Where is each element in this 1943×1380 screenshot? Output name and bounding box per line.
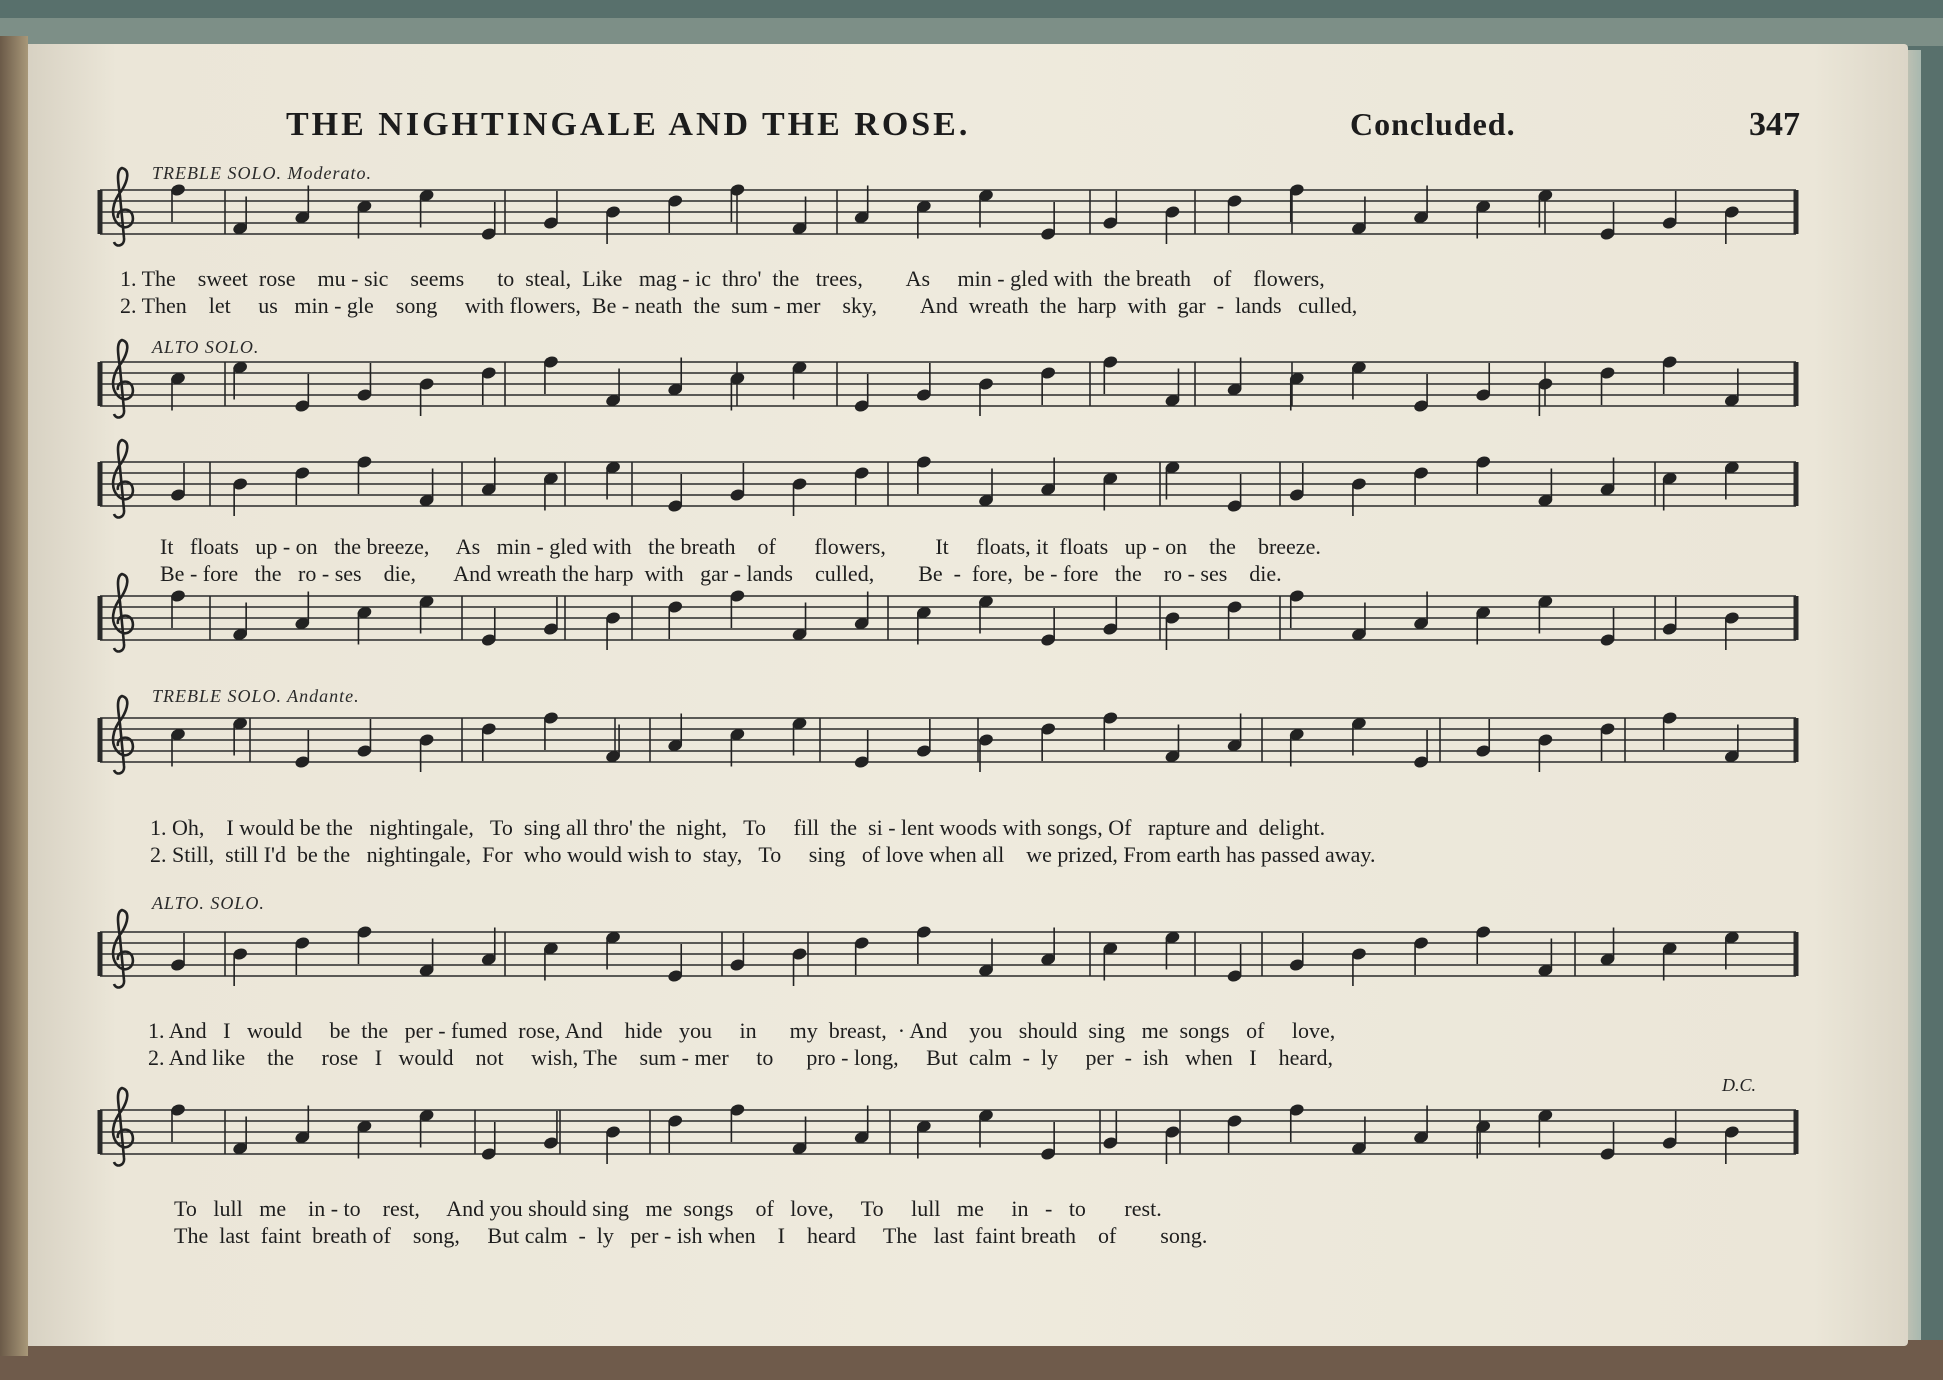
concluded-label: Concluded. (1350, 106, 1516, 142)
dc-marking: D.C. (1722, 1075, 1757, 1095)
lyric-s2-verse1-line2: 1. And I would be the per - fumed rose, And hide you in my breast, · And you should sing me songs of love, (148, 1018, 1336, 1043)
lyric-verse2-line2: Be - fore the ro - ses die, And wreath the harp with gar - lands culled, Be - fore, be - fore the ro - ses die. (160, 561, 1282, 586)
alto-solo-label-1: ALTO SOLO. (152, 337, 260, 357)
lyric-verse2-line1: 2. Then let us min - gle song with flowers, Be - neath the sum - mer sky, And wreath the harp with gar - lands culled, (120, 293, 1358, 318)
lyric-verse1-line2: It floats up - on the breeze, As min - gled with the breath of flowers, It floats, it floats up - on the breeze. (160, 534, 1321, 559)
alto-solo-label-2: ALTO. SOLO. (152, 893, 265, 913)
lyric-s2-verse1-line3: To lull me in - to rest, And you should sing me songs of love, To lull me in - to rest. (174, 1196, 1162, 1221)
lyric-s2-verse2-line2: 2. And like the rose I would not wish, The sum - mer to pro - long, But calm - ly per - ish when I heard, (148, 1045, 1333, 1070)
lyric-s2-verse2-line1: 2. Still, still I'd be the nightingale, For who would wish to stay, To sing of love when all we prized, From earth has passed away. (150, 842, 1376, 867)
lyric-verse1-line1: 1. The sweet rose mu - sic seems to steal, Like mag - ic thro' the trees, As min - gled with the breath of flowers, (120, 266, 1325, 291)
treble-solo-label-2: TREBLE SOLO. Andante. (152, 686, 360, 706)
song-title: THE NIGHTINGALE AND THE ROSE. (286, 106, 971, 143)
treble-solo-label-1: TREBLE SOLO. Moderato. (152, 163, 372, 183)
lyric-s2-verse1-line1: 1. Oh, I would be the nightingale, To sing all thro' the night, To fill the si - lent woods with songs, Of rapture and delight. (150, 815, 1326, 840)
lyric-s2-verse2-line3: The last faint breath of song, But calm - ly per - ish when I heard The last faint breath of song. (174, 1223, 1208, 1248)
page-number: 347 (1749, 106, 1800, 143)
